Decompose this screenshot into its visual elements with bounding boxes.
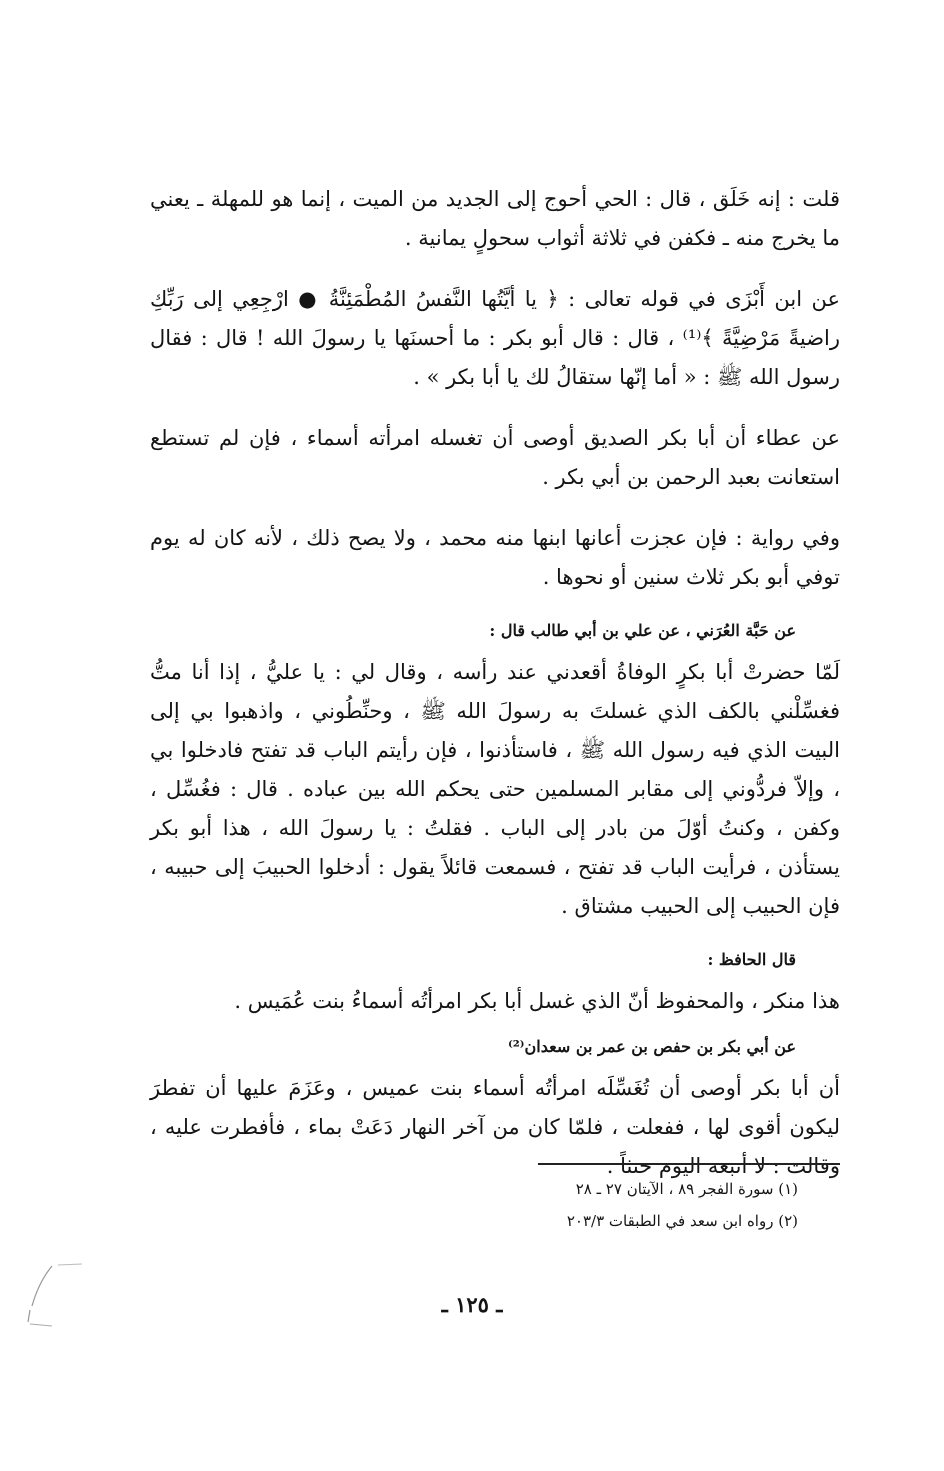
section-text-3: أن أبا بكر أوصى أن تُغَسِّلَه امرأتُه أسماء بنت عميس ، وعَزَمَ عليها أن تفطرَ ليكون أقوى لها ، ففعلت ، فلمّا كان من آخر النهار دَعَتْ بماء ، فأفطرت عليه ، وقالت : لا أتبعه اليوم حنثاً . — [150, 1076, 840, 1178]
footnote-1: (١) سورة الفجر ٨٩ ، الآيتان ٢٧ ـ ٢٨ — [575, 1180, 798, 1198]
paragraph-1: قلت : إنه خَلَق ، قال : الحي أحوج إلى الجديد من الميت ، إنما هو للمهلة ـ يعني ما يخرج منه ـ فكفن في ثلاثة أثواب سحولٍ يمانية . — [150, 187, 840, 250]
section-text-2: هذا منكر ، والمحفوظ أنّ الذي غسل أبا بكر امرأتُه أسماءُ بنت عُمَيس . — [234, 989, 840, 1013]
paragraph-2: عن ابن أَبْزَى في قوله تعالى : ﴿ يا أيَّتُها النَّفسُ المُطْمَئِنَّةُ ● ارْجِعِي إلى رَبِّكِ راضيةً مَرْضِيَّةً ﴾⁽¹⁾ ، قال : قال أبو بكر : ما أحسنَها يا رسولَ الله ! قال : فقال رسول الله ﷺ : « أما إنّها ستقالُ لك يا أبا بكر » . — [150, 287, 840, 389]
section-heading-3: عن أبي بكر بن حفص بن عمر بن سعدان⁽²⁾ — [507, 1037, 796, 1056]
footnote-2: (٢) رواه ابن سعد في الطبقات ٢٠٣/٣ — [566, 1212, 798, 1230]
paragraph-3: عن عطاء أن أبا بكر الصديق أوصى أن تغسله امرأته أسماء ، فإن لم تستطع استعانت بعبد الرحمن بن أبي بكر . — [150, 426, 840, 489]
section-heading-2: قال الحافظ : — [707, 950, 796, 969]
section-text-1: لَمّا حضرتْ أبا بكرٍ الوفاةُ أقعدني عند رأسه ، وقال لي : يا عليُّ ، إذا أنا متُّ فغسِّلْني بالكف الذي غسلتَ به رسولَ الله ﷺ ، وحنِّطُوني ، واذهبوا بي إلى البيت الذي فيه رسول الله ﷺ ، فاستأذنوا ، فإن رأيتم الباب قد تفتح فادخلوا بي ، وإلاّ فردُّوني إلى مقابر المسلمين حتى يحكم الله بين عباده . قال : فغُسِّل ، وكفن ، وكنتُ أوّلَ من بادر إلى الباب . فقلتُ : يا رسولَ الله ، هذا أبو بكر يستأذن ، فرأيت الباب قد تفتح ، فسمعت قائلاً يقول : أدخلوا الحبيبَ إلى حبيبه ، فإن الحبيب إلى الحبيب مشتاق . — [150, 660, 840, 918]
footnote-divider — [538, 1163, 840, 1165]
section-heading-1: عن حَبَّة العُرَني ، عن علي بن أبي طالب قال : — [489, 621, 796, 640]
footnotes — [540, 1173, 798, 1237]
paragraph-4: وفي رواية : فإن عجزت أعانها ابنها منه محمد ، ولا يصح ذلك ، لأنه كان له يوم توفي أبو بكر ثلاث سنين أو نحوها . — [150, 526, 840, 589]
page-body — [150, 180, 840, 1208]
page-number: ـ ١٢٥ ـ — [441, 1292, 503, 1317]
scan-corner-mark — [22, 1262, 82, 1332]
